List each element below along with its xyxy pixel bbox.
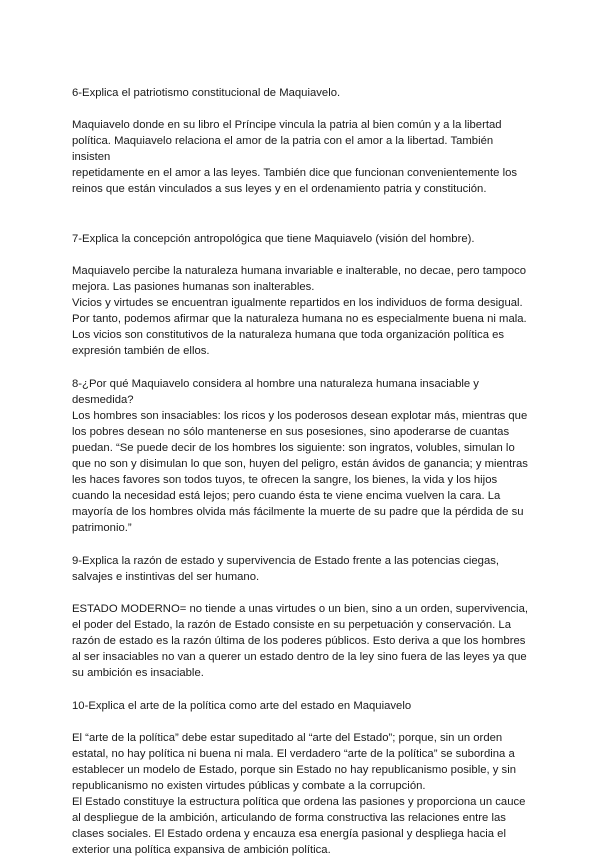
question-6-answer: Maquiavelo donde en su libro el Príncipe vincula la patria al bien común y a la libertad política. Maquiavelo relaciona el amor de la patria con el amor a la libertad. También insisten repetidamente en el amor a las leyes. También dice que funcionan convenientemente los reinos que están vinculados a sus leyes y en el ordenamiento patria y constitución. (72, 119, 518, 195)
question-6-heading: 6-Explica el patriotismo constitucional de Maquiavelo. (72, 87, 341, 99)
question-9-answer: ESTADO MODERNO= no tiende a unas virtudes o un bien, sino a un orden, supervivencia, el poder del Estado, la razón de Estado consiste en su perpetuación y conservación. La razón de estado es la razón última de los poderes públicos. Esto deriva a que los hombres al ser insaciables no van a querer un estado dentro de la ley sino fuera de las leyes ya que su ambición es insaciable. (72, 603, 528, 679)
question-8-heading: 8-¿Por qué Maquiavelo considera al hombre una naturaleza humana insaciable y desmedida? (72, 378, 479, 406)
spacer (72, 536, 528, 553)
spacer (72, 585, 528, 601)
question-9-heading: 9-Explica la razón de estado y supervivencia de Estado frente a las potencias ciegas, salvajes e instintivas del ser humano. (72, 555, 500, 583)
spacer (72, 681, 528, 698)
question-8-answer: Los hombres son insaciables: los ricos y los poderosos desean explotar más, mientras que los pobres desean no sólo mantenerse en sus posesiones, sino apoderarse de cuantas puedan. “Se puede decir de los hombres los siguiente: son ingratos, volubles, simulan lo que no son y disimulan lo que son, huyen del peligro, están ávidos de ganancia; y mientras les haces favores son todos tuyos, te ofrecen la sangre, los bienes, la vida y los hijos cuando la necesidad está lejos; pero cuando ésta te viene encima vuelven la cara. La mayoría de los hombres olvida más fácilmente la muerte de su padre que la pérdida de su patrimonio.” (72, 410, 528, 534)
question-10-heading: 10-Explica el arte de la política como arte del estado en Maquiavelo (72, 700, 412, 712)
spacer (72, 101, 528, 117)
question-7-heading: 7-Explica la concepción antropológica que tiene Maquiavelo (visión del hombre). (72, 233, 475, 245)
spacer (72, 714, 528, 730)
spacer (72, 197, 528, 231)
question-10-answer: El “arte de la política” debe estar supeditado al “arte del Estado”; porque, sin un orden estatal, no hay política ni buena ni mala. El verdadero “arte de la política” se subordina a establecer un modelo de Estado, porque sin Estado no hay republicanismo posible, y sin republicanismo no existen virtudes públicas y combate a la corrupción. El Estado constituye la estructura política que ordena las pasiones y proporciona un cauce al despliegue de la ambición, articulando de forma constructiva las relaciones entre las clases sociales. El Estado ordena y encauza esa energía pasional y despliega hacia el exterior una política expansiva de ambición política. (72, 732, 526, 856)
spacer (72, 359, 528, 376)
spacer (72, 247, 528, 263)
document-content (72, 85, 528, 858)
question-7-answer: Maquiavelo percibe la naturaleza humana invariable e inalterable, no decae, pero tampoco mejora. Las pasiones humanas son inalterables. Vicios y virtudes se encuentran igualmente repartidos en los individuos de forma desigual. Por tanto, podemos afirmar que la naturaleza humana no es especialmente buena ni mala. Los vicios son constitutivos de la naturaleza humana que toda organización política es expresión también de ellos. (72, 265, 527, 357)
